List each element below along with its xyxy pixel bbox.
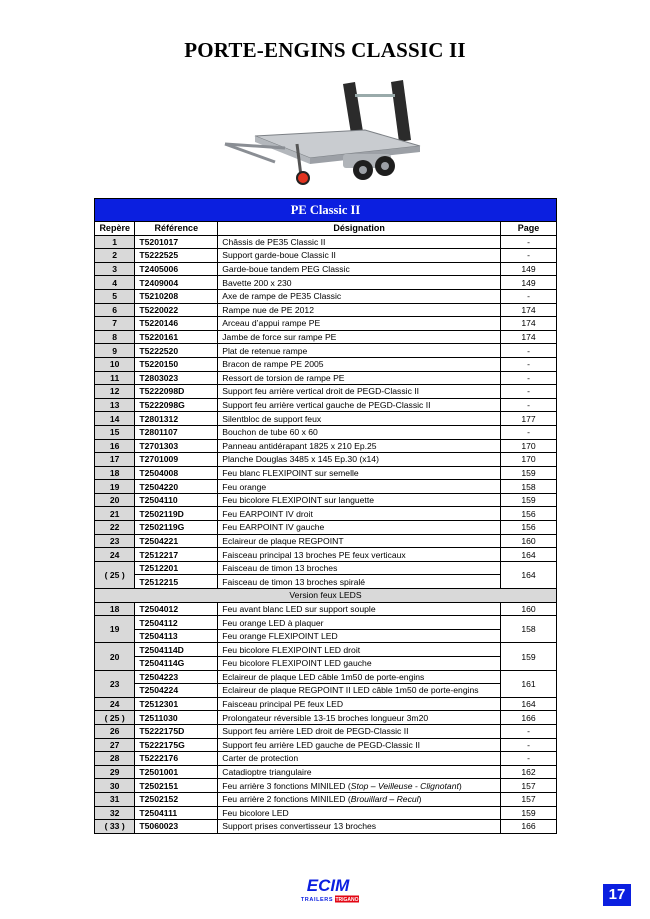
row-page: - xyxy=(501,344,557,358)
table-row xyxy=(95,466,557,480)
logo-sub-brand: TRIGANO xyxy=(335,897,359,903)
row-page: 159 xyxy=(501,643,557,670)
row-page: 149 xyxy=(501,262,557,276)
table-row xyxy=(95,684,557,698)
row-designation: Feu bicolore FLEXIPOINT sur languette xyxy=(218,493,501,507)
table-row xyxy=(95,561,557,575)
row-page: 159 xyxy=(501,466,557,480)
row-repere: 28 xyxy=(95,752,135,766)
row-repere: 29 xyxy=(95,765,135,779)
row-repere: 19 xyxy=(95,480,135,494)
table-row xyxy=(95,575,557,589)
row-page: 160 xyxy=(501,602,557,616)
row-reference: T2701009 xyxy=(135,453,218,467)
table-row xyxy=(95,765,557,779)
row-repere: 2 xyxy=(95,249,135,263)
row-repere: 24 xyxy=(95,548,135,562)
row-designation: Support feu arrière LED gauche de PEGD-Classic II xyxy=(218,738,501,752)
table-row xyxy=(95,289,557,303)
designation-text: Feu arrière 2 fonctions MINILED ( xyxy=(222,794,351,805)
table-row xyxy=(95,521,557,535)
row-reference: T2801312 xyxy=(135,412,218,426)
row-repere: 30 xyxy=(95,779,135,793)
designation-italic: Stop – Veilleuse - Clignotant xyxy=(350,780,459,791)
row-page: - xyxy=(501,738,557,752)
row-page: 170 xyxy=(501,453,557,467)
row-repere: 11 xyxy=(95,371,135,385)
row-designation: Eclaireur de plaque REGPOINT II LED câble 1m50 de porte-engins xyxy=(218,684,501,698)
row-reference: T2504008 xyxy=(135,466,218,480)
row-repere: 21 xyxy=(95,507,135,521)
table-row xyxy=(95,303,557,317)
row-reference: T2504114D xyxy=(135,643,218,657)
row-designation: Feu EARPOINT IV droit xyxy=(218,507,501,521)
table-row xyxy=(95,249,557,263)
row-reference: T2512215 xyxy=(135,575,218,589)
row-reference: T2502119G xyxy=(135,521,218,535)
row-reference: T2504113 xyxy=(135,629,218,643)
header-repere: Repère xyxy=(95,222,135,236)
row-repere: 19 xyxy=(95,616,135,643)
row-designation: Bracon de rampe PE 2005 xyxy=(218,357,501,371)
parts-table xyxy=(94,198,557,834)
row-designation: Faisceau principal PE feux LED xyxy=(218,697,501,711)
row-designation: Faisceau de timon 13 broches xyxy=(218,561,501,575)
row-page: - xyxy=(501,385,557,399)
table-row xyxy=(95,697,557,711)
row-repere: 3 xyxy=(95,262,135,276)
row-reference: T5201017 xyxy=(135,235,218,249)
table-row xyxy=(95,548,557,562)
row-designation: Feu orange LED à plaquer xyxy=(218,616,501,630)
row-designation: Feu bicolore FLEXIPOINT LED droit xyxy=(218,643,501,657)
row-reference: T5222175G xyxy=(135,738,218,752)
row-page: 158 xyxy=(501,480,557,494)
header-page: Page xyxy=(501,222,557,236)
row-repere: 18 xyxy=(95,602,135,616)
row-repere: 26 xyxy=(95,724,135,738)
row-repere: 12 xyxy=(95,385,135,399)
row-designation: Support feu arrière LED droit de PEGD-Classic II xyxy=(218,724,501,738)
row-repere: 6 xyxy=(95,303,135,317)
row-reference: T2511030 xyxy=(135,711,218,725)
table-row xyxy=(95,493,557,507)
table-row xyxy=(95,806,557,820)
row-page: 164 xyxy=(501,548,557,562)
table-row xyxy=(95,385,557,399)
row-designation: Prolongateur réversible 13-15 broches longueur 3m20 xyxy=(218,711,501,725)
row-page: 174 xyxy=(501,303,557,317)
row-page: - xyxy=(501,398,557,412)
row-reference: T5222176 xyxy=(135,752,218,766)
table-row xyxy=(95,276,557,290)
row-page: 162 xyxy=(501,765,557,779)
designation-text: ) xyxy=(458,780,462,791)
row-repere: 17 xyxy=(95,453,135,467)
table-row xyxy=(95,629,557,643)
row-repere: 23 xyxy=(95,670,135,697)
row-reference: T2501001 xyxy=(135,765,218,779)
row-designation: Ressort de torsion de rampe PE xyxy=(218,371,501,385)
row-repere: ( 33 ) xyxy=(95,820,135,834)
row-designation xyxy=(218,792,501,806)
row-reference: T2405006 xyxy=(135,262,218,276)
row-reference: T2504112 xyxy=(135,616,218,630)
row-designation: Eclaireur de plaque LED câble 1m50 de porte-engins xyxy=(218,670,501,684)
table-row xyxy=(95,711,557,725)
row-designation: Support feu arrière vertical droit de PEGD-Classic II xyxy=(218,385,501,399)
row-reference: T5222175D xyxy=(135,724,218,738)
row-reference: T5222098G xyxy=(135,398,218,412)
row-repere: 5 xyxy=(95,289,135,303)
ecim-logo xyxy=(287,875,369,905)
designation-text: Feu arrière 3 fonctions MINILED ( xyxy=(222,780,351,791)
row-page: 177 xyxy=(501,412,557,426)
table-row xyxy=(95,507,557,521)
row-repere: 13 xyxy=(95,398,135,412)
table-row xyxy=(95,752,557,766)
row-designation: Support feu arrière vertical gauche de PEGD-Classic II xyxy=(218,398,501,412)
row-designation: Catadioptre triangulaire xyxy=(218,765,501,779)
header-designation: Désignation xyxy=(218,222,501,236)
row-designation: Eclaireur de plaque REGPOINT xyxy=(218,534,501,548)
row-page: 166 xyxy=(501,711,557,725)
row-designation: Support prises convertisseur 13 broches xyxy=(218,820,501,834)
table-row xyxy=(95,412,557,426)
table-row xyxy=(95,724,557,738)
row-repere: 20 xyxy=(95,643,135,670)
row-reference: T2504111 xyxy=(135,806,218,820)
row-designation: Silentbloc de support feux xyxy=(218,412,501,426)
page-title: PORTE-ENGINS CLASSIC II xyxy=(184,38,466,62)
row-reference: T2801107 xyxy=(135,425,218,439)
table-row xyxy=(95,453,557,467)
table-row xyxy=(95,235,557,249)
row-page: 164 xyxy=(501,561,557,588)
row-designation: Châssis de PE35 Classic II xyxy=(218,235,501,249)
row-designation: Bavette 200 x 230 xyxy=(218,276,501,290)
logo-tagline: TRAILERS xyxy=(300,897,334,903)
row-repere: ( 25 ) xyxy=(95,561,135,588)
row-reference: T5222520 xyxy=(135,344,218,358)
row-page: 158 xyxy=(501,616,557,643)
row-repere: 32 xyxy=(95,806,135,820)
table-row xyxy=(95,738,557,752)
row-page: - xyxy=(501,425,557,439)
table-row xyxy=(95,357,557,371)
row-page: 157 xyxy=(501,779,557,793)
row-repere: 24 xyxy=(95,697,135,711)
row-repere: 27 xyxy=(95,738,135,752)
row-designation: Jambe de force sur rampe PE xyxy=(218,330,501,344)
table-row xyxy=(95,344,557,358)
row-page: - xyxy=(501,357,557,371)
row-repere: 23 xyxy=(95,534,135,548)
row-reference: T2504221 xyxy=(135,534,218,548)
row-reference: T2504223 xyxy=(135,670,218,684)
row-reference: T2504220 xyxy=(135,480,218,494)
row-page: 164 xyxy=(501,697,557,711)
row-repere: 8 xyxy=(95,330,135,344)
row-designation: Faisceau principal 13 broches PE feux verticaux xyxy=(218,548,501,562)
row-designation: Feu bicolore LED xyxy=(218,806,501,820)
row-designation: Feu blanc FLEXIPOINT sur semelle xyxy=(218,466,501,480)
row-repere: ( 25 ) xyxy=(95,711,135,725)
row-reference: T2504012 xyxy=(135,602,218,616)
row-designation: Planche Douglas 3485 x 145 Ep.30 (x14) xyxy=(218,453,501,467)
row-reference: T5222098D xyxy=(135,385,218,399)
row-page: - xyxy=(501,752,557,766)
table-row xyxy=(95,602,557,616)
row-reference: T2803023 xyxy=(135,371,218,385)
row-repere: 7 xyxy=(95,317,135,331)
row-page: 159 xyxy=(501,493,557,507)
row-page: 156 xyxy=(501,507,557,521)
header-reference: Référence xyxy=(135,222,218,236)
row-repere: 20 xyxy=(95,493,135,507)
row-reference: T5220161 xyxy=(135,330,218,344)
row-page: 160 xyxy=(501,534,557,548)
row-repere: 10 xyxy=(95,357,135,371)
row-page: - xyxy=(501,235,557,249)
row-designation: Support garde-boue Classic II xyxy=(218,249,501,263)
table-row xyxy=(95,262,557,276)
table-row xyxy=(95,820,557,834)
row-designation: Feu EARPOINT IV gauche xyxy=(218,521,501,535)
row-reference: T2504114G xyxy=(135,657,218,671)
row-reference: T2502152 xyxy=(135,792,218,806)
designation-text: ) xyxy=(418,794,422,805)
row-reference: T2502151 xyxy=(135,779,218,793)
row-page: 156 xyxy=(501,521,557,535)
trailer-photo xyxy=(215,74,435,194)
row-reference: T2409004 xyxy=(135,276,218,290)
row-repere: 1 xyxy=(95,235,135,249)
table-row xyxy=(95,616,557,630)
row-page: 170 xyxy=(501,439,557,453)
logo-brand: ECIM xyxy=(306,876,350,895)
table-row xyxy=(95,657,557,671)
row-reference: T2512217 xyxy=(135,548,218,562)
row-page: - xyxy=(501,724,557,738)
row-designation: Plat de retenue rampe xyxy=(218,344,501,358)
table-row xyxy=(95,670,557,684)
table-row xyxy=(95,792,557,806)
row-reference: T2512301 xyxy=(135,697,218,711)
row-reference: T5220146 xyxy=(135,317,218,331)
section-subheader: Version feux LEDS xyxy=(95,589,557,603)
row-designation: Feu avant blanc LED sur support souple xyxy=(218,602,501,616)
table-row xyxy=(95,779,557,793)
row-designation: Feu bicolore FLEXIPOINT LED gauche xyxy=(218,657,501,671)
row-reference: T5220150 xyxy=(135,357,218,371)
row-page: - xyxy=(501,249,557,263)
row-designation: Panneau antidérapant 1825 x 210 Ep.25 xyxy=(218,439,501,453)
row-repere: 22 xyxy=(95,521,135,535)
row-designation: Feu orange FLEXIPOINT LED xyxy=(218,629,501,643)
row-repere: 4 xyxy=(95,276,135,290)
table-row xyxy=(95,439,557,453)
row-designation xyxy=(218,779,501,793)
row-designation: Axe de rampe de PE35 Classic xyxy=(218,289,501,303)
row-designation: Carter de protection xyxy=(218,752,501,766)
row-page: 157 xyxy=(501,792,557,806)
row-repere: 14 xyxy=(95,412,135,426)
row-reference: T5220022 xyxy=(135,303,218,317)
table-banner: PE Classic II xyxy=(95,199,557,222)
row-reference: T2512201 xyxy=(135,561,218,575)
row-repere: 18 xyxy=(95,466,135,480)
row-reference: T5222525 xyxy=(135,249,218,263)
row-page: 159 xyxy=(501,806,557,820)
table-row xyxy=(95,398,557,412)
table-row xyxy=(95,534,557,548)
row-page: 174 xyxy=(501,317,557,331)
row-repere: 15 xyxy=(95,425,135,439)
row-designation: Rampe nue de PE 2012 xyxy=(218,303,501,317)
designation-italic: Brouillard – Recul xyxy=(350,794,419,805)
row-designation: Faisceau de timon 13 broches spiralé xyxy=(218,575,501,589)
row-designation: Feu orange xyxy=(218,480,501,494)
row-repere: 9 xyxy=(95,344,135,358)
table-row xyxy=(95,480,557,494)
row-repere: 16 xyxy=(95,439,135,453)
row-page: 149 xyxy=(501,276,557,290)
row-page: 174 xyxy=(501,330,557,344)
table-row xyxy=(95,371,557,385)
row-reference: T5060023 xyxy=(135,820,218,834)
table-row xyxy=(95,643,557,657)
row-page: - xyxy=(501,371,557,385)
row-designation: Garde-boue tandem PEG Classic xyxy=(218,262,501,276)
row-designation: Arceau d’appui rampe PE xyxy=(218,317,501,331)
row-designation: Bouchon de tube 60 x 60 xyxy=(218,425,501,439)
table-row xyxy=(95,317,557,331)
table-row xyxy=(95,330,557,344)
page-number: 17 xyxy=(603,884,631,906)
row-reference: T2504110 xyxy=(135,493,218,507)
row-reference: T5210208 xyxy=(135,289,218,303)
parts-table-container xyxy=(94,198,557,834)
row-reference: T2504224 xyxy=(135,684,218,698)
row-page: 161 xyxy=(501,670,557,697)
row-repere: 31 xyxy=(95,792,135,806)
table-row xyxy=(95,425,557,439)
row-page: - xyxy=(501,289,557,303)
row-reference: T2701303 xyxy=(135,439,218,453)
row-reference: T2502119D xyxy=(135,507,218,521)
row-page: 166 xyxy=(501,820,557,834)
